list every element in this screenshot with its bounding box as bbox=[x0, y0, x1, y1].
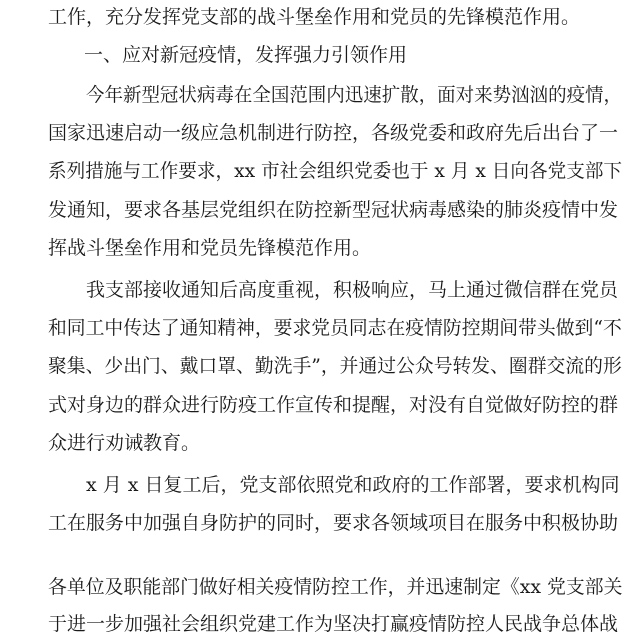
text-line: 国家迅速启动一级应急机制进行防控，各级党委和政府先后出台了一 bbox=[48, 122, 619, 144]
text-line: 于进一步加强社会组织党建工作为坚决打赢疫情防控人民战争总体战 bbox=[48, 613, 619, 635]
text-line: 工在服务中加强自身防护的同时，要求各领域项目在服务中积极协助 bbox=[48, 512, 619, 534]
text-line: 今年新型冠状病毒在全国范围内迅速扩散，面对来势汹汹的疫情， bbox=[86, 84, 623, 106]
text-line: 工作，充分发挥党支部的战斗堡垒作用和党员的先锋模范作用。 bbox=[48, 6, 581, 28]
text-line: x 月 x 日复工后，党支部依照党和政府的工作部署，要求机构同 bbox=[86, 474, 620, 496]
text-line: 我支部接收通知后高度重视，积极响应，马上通过微信群在党员 bbox=[86, 279, 619, 301]
text-line: 发通知，要求各基层党组织在防控新型冠状病毒感染的肺炎疫情中发 bbox=[48, 199, 619, 221]
section-heading: 一、应对新冠疫情，发挥强力引领作用 bbox=[84, 44, 408, 66]
text-line: 和同工中传达了通知精神，要求党员同志在疫情防控期间带头做到“不 bbox=[48, 317, 622, 339]
text-line: 挥战斗堡垒作用和党员先锋模范作用。 bbox=[48, 237, 372, 259]
text-line: 式对身边的群众进行防疫工作宣传和提醒，对没有自觉做好防控的群 bbox=[48, 394, 619, 416]
text-line: 聚集、少出门、戴口罩、勤洗手”，并通过公众号转发、圈群交流的形 bbox=[48, 355, 622, 377]
text-line: 众进行劝诫教育。 bbox=[48, 432, 201, 454]
text-line: 各单位及职能部门做好相关疫情防控工作，并迅速制定《xx 党支部关 bbox=[48, 576, 623, 598]
text-line: 系列措施与工作要求，xx 市社会组织党委也于 x 月 x 日向各党支部下 bbox=[48, 160, 623, 182]
